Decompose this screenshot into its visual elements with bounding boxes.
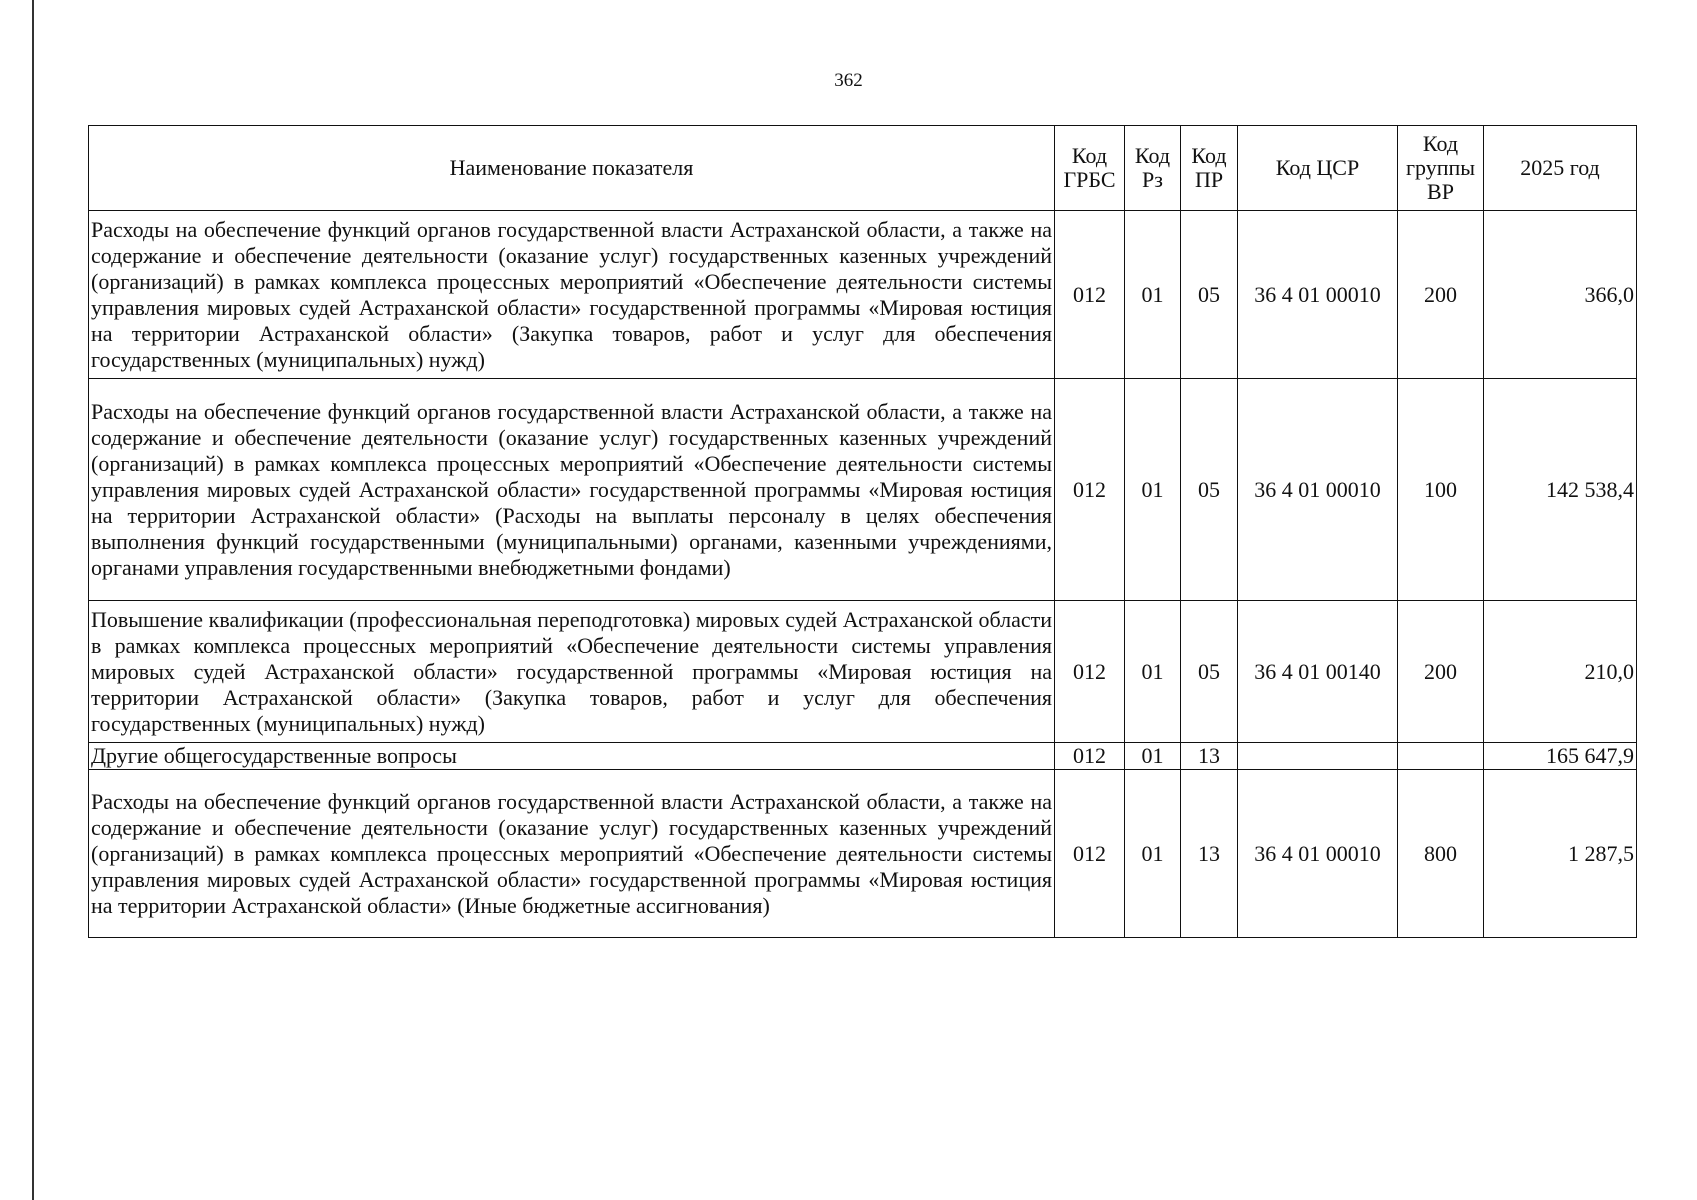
row-rz: 01 — [1125, 601, 1181, 743]
table-row — [89, 211, 1637, 379]
row-name: Другие общегосударственные вопросы — [89, 743, 1055, 770]
row-grbs: 012 — [1055, 743, 1125, 770]
header-csr: Код ЦСР — [1238, 126, 1398, 211]
row-name: Повышение квалификации (профессиональная переподготовка) мировых судей Астраханской области в рамках комплекса процессных мероприятий «Обеспечение деятельности системы управления мировых судей Астраханской области» государственной программы «Мировая юстиция на территории Астраханской области» (Закупка товаров, работ и услуг для обеспечения государственных (муниципальных) нужд) — [89, 601, 1055, 743]
header-rz: Код Рз — [1125, 126, 1181, 211]
table-row — [89, 379, 1637, 601]
row-vr — [1398, 743, 1484, 770]
budget-table — [88, 125, 1637, 938]
scan-edge-line — [32, 0, 34, 1200]
row-name: Расходы на обеспечение функций органов государственной власти Астраханской области, а также на содержание и обеспечение деятельности (оказание услуг) государственных казенных учреждений (организаций) в рамках комплекса процессных мероприятий «Обеспечение деятельности системы управления мировых судей Астраханской области» государственной программы «Мировая юстиция на территории Астраханской области» (Иные бюджетные ассигнования) — [89, 770, 1055, 938]
row-grbs: 012 — [1055, 770, 1125, 938]
row-rz: 01 — [1125, 211, 1181, 379]
row-pr: 05 — [1181, 601, 1238, 743]
row-name: Расходы на обеспечение функций органов государственной власти Астраханской области, а также на содержание и обеспечение деятельности (оказание услуг) государственных казенных учреждений (организаций) в рамках комплекса процессных мероприятий «Обеспечение деятельности системы управления мировых судей Астраханской области» государственной программы «Мировая юстиция на территории Астраханской области» (Расходы на выплаты персоналу в целях обеспечения выполнения функций государственными (муниципальными) органами, казенными учреждениями, органами управления государственными внебюджетными фондами) — [89, 379, 1055, 601]
row-csr: 36 4 01 00010 — [1238, 379, 1398, 601]
row-grbs: 012 — [1055, 601, 1125, 743]
table-row — [89, 770, 1637, 938]
row-pr: 05 — [1181, 211, 1238, 379]
header-year: 2025 год — [1484, 126, 1637, 211]
row-rz: 01 — [1125, 770, 1181, 938]
header-grbs: Код ГРБС — [1055, 126, 1125, 211]
row-vr: 200 — [1398, 601, 1484, 743]
row-amount: 366,0 — [1484, 211, 1637, 379]
row-rz: 01 — [1125, 379, 1181, 601]
row-pr: 13 — [1181, 743, 1238, 770]
row-amount: 142 538,4 — [1484, 379, 1637, 601]
row-amount: 1 287,5 — [1484, 770, 1637, 938]
row-amount: 210,0 — [1484, 601, 1637, 743]
row-amount: 165 647,9 — [1484, 743, 1637, 770]
header-pr: Код ПР — [1181, 126, 1238, 211]
row-vr: 100 — [1398, 379, 1484, 601]
row-vr: 800 — [1398, 770, 1484, 938]
row-rz: 01 — [1125, 743, 1181, 770]
row-csr — [1238, 743, 1398, 770]
row-pr: 13 — [1181, 770, 1238, 938]
page-number: 362 — [834, 70, 863, 91]
row-csr: 36 4 01 00140 — [1238, 601, 1398, 743]
row-pr: 05 — [1181, 379, 1238, 601]
table-row — [89, 743, 1637, 770]
row-grbs: 012 — [1055, 379, 1125, 601]
row-vr: 200 — [1398, 211, 1484, 379]
header-row — [89, 126, 1637, 211]
header-name: Наименование показателя — [89, 126, 1055, 211]
row-csr: 36 4 01 00010 — [1238, 211, 1398, 379]
header-vr: Код группы ВР — [1398, 126, 1484, 211]
row-grbs: 012 — [1055, 211, 1125, 379]
row-csr: 36 4 01 00010 — [1238, 770, 1398, 938]
row-name: Расходы на обеспечение функций органов государственной власти Астраханской области, а также на содержание и обеспечение деятельности (оказание услуг) государственных казенных учреждений (организаций) в рамках комплекса процессных мероприятий «Обеспечение деятельности системы управления мировых судей Астраханской области» государственной программы «Мировая юстиция на территории Астраханской области» (Закупка товаров, работ и услуг для обеспечения государственных (муниципальных) нужд) — [89, 211, 1055, 379]
table-row — [89, 601, 1637, 743]
